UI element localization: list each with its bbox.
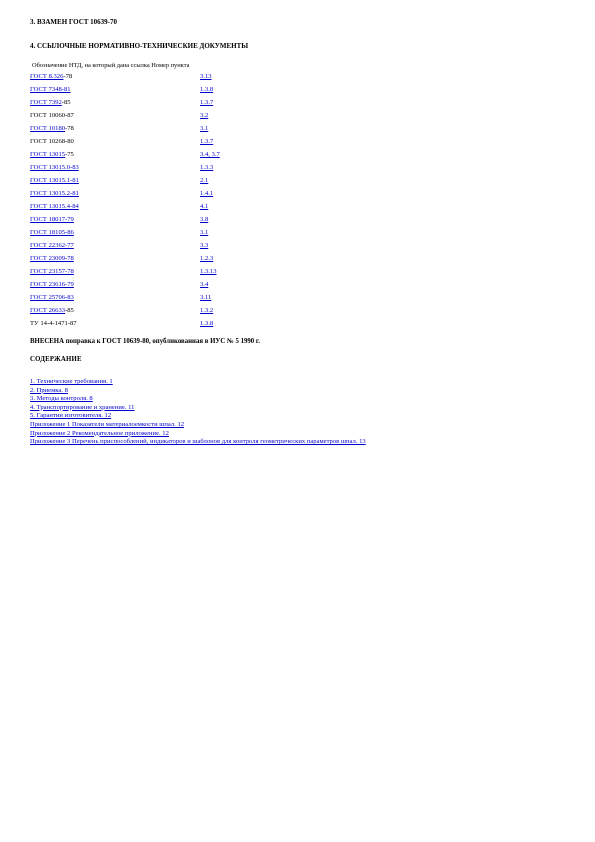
- ref-clause-cell: [200, 215, 208, 228]
- amendment-note: ВНЕСЕНА поправка к ГОСТ 10639-80, опубликованная в ИУС № 5 1990 г.: [30, 338, 260, 345]
- table-row: [30, 228, 360, 241]
- ref-document-link[interactable]: ГОСТ 10180: [30, 125, 66, 132]
- ref-document-link[interactable]: ГОСТ 23616-79: [30, 281, 74, 288]
- ref-clause-cell: [200, 163, 213, 176]
- ref-document-cell: [30, 124, 200, 137]
- ref-document-text: -78: [65, 125, 74, 132]
- ref-clause-cell: [200, 306, 213, 319]
- ref-clause-link[interactable]: 3.8: [200, 216, 209, 223]
- ref-document-cell: [30, 98, 200, 111]
- ref-document-cell: [30, 202, 200, 215]
- ref-document-link[interactable]: ГОСТ 7392: [30, 99, 62, 106]
- ref-clause-cell: [200, 202, 208, 215]
- ref-document-text: -85: [61, 99, 71, 106]
- ref-clause-cell: [200, 176, 208, 189]
- ref-clause-link[interactable]: 3.1: [200, 125, 209, 132]
- references-table: [30, 72, 360, 332]
- ref-clause-link[interactable]: 1.4.1: [200, 190, 214, 197]
- ref-clause-link[interactable]: 1.3.3: [200, 164, 214, 171]
- ref-clause-cell: [200, 111, 208, 124]
- ref-clause-link[interactable]: 1.3.7: [200, 138, 214, 145]
- table-row: [30, 137, 360, 150]
- ref-document-cell: [30, 293, 200, 306]
- ref-document-link[interactable]: ГОСТ 13015: [30, 151, 66, 158]
- ref-clause-link[interactable]: 1.2.3: [200, 255, 214, 262]
- ref-clause-link[interactable]: 1.3.7: [200, 99, 214, 106]
- ref-document-cell: [30, 111, 200, 124]
- table-row: [30, 124, 360, 137]
- ref-document-cell: [30, 150, 200, 163]
- ref-document-link[interactable]: ГОСТ 7348-81: [30, 86, 71, 93]
- ref-clause-cell: [200, 280, 208, 293]
- ref-document-link[interactable]: ГОСТ 13015.4-84: [30, 203, 79, 210]
- ref-document-cell: [30, 254, 200, 267]
- ref-clause-cell: [200, 124, 208, 137]
- ref-document-cell: [30, 163, 200, 176]
- ref-document-cell: [30, 189, 200, 202]
- ref-clause-cell: [200, 254, 213, 267]
- table-row: [30, 267, 360, 280]
- table-row: [30, 176, 360, 189]
- ref-clause-cell: [200, 228, 208, 241]
- ref-document-cell: [30, 228, 200, 241]
- toc-item-link[interactable]: Приложение 3 Перечень приспособлений, индикаторов и шаблонов для контроля геометрических параметров шпал. 13: [30, 438, 366, 446]
- ref-clause-cell: [200, 319, 213, 332]
- ref-clause-cell: [200, 267, 216, 280]
- ref-document-link[interactable]: ГОСТ 23157-78: [30, 268, 74, 275]
- ref-document-link[interactable]: ГОСТ 18105-86: [30, 229, 74, 236]
- table-row: [30, 254, 360, 267]
- references-table-caption: Обозначение НТД, на который дана ссылка Номер пункта: [32, 62, 190, 69]
- ref-clause-link[interactable]: 3.4: [200, 281, 209, 288]
- ref-clause-link[interactable]: 1.3.13: [200, 268, 217, 275]
- ref-document-cell: [30, 319, 200, 332]
- ref-clause-cell: [200, 85, 213, 98]
- ref-document-cell: [30, 215, 200, 228]
- ref-document-link[interactable]: ГОСТ 8.326: [30, 73, 64, 80]
- table-row: [30, 306, 360, 319]
- toc-item-link[interactable]: Приложение 2 Рекомендательное приложение. 12: [30, 429, 169, 437]
- ref-clause-cell: [200, 150, 220, 163]
- ref-clause-cell: [200, 72, 212, 85]
- table-row: [30, 241, 360, 254]
- table-row: [30, 163, 360, 176]
- table-row: [30, 215, 360, 228]
- table-row: [30, 202, 360, 215]
- table-row: [30, 319, 360, 332]
- ref-clause-link[interactable]: 1.3.8: [200, 86, 214, 93]
- ref-document-link[interactable]: ГОСТ 26633: [30, 307, 66, 314]
- ref-document-link[interactable]: ГОСТ 23009-78: [30, 255, 74, 262]
- ref-document-text: ТУ 14-4-1471-87: [30, 320, 77, 327]
- table-row: [30, 98, 360, 111]
- ref-clause-link[interactable]: 3.13: [200, 73, 212, 80]
- ref-clause-link[interactable]: 1.3.8: [200, 320, 214, 327]
- ref-document-link[interactable]: ГОСТ 13015.0-83: [30, 164, 79, 171]
- toc-item-link[interactable]: 2. Приемка. 8: [30, 386, 68, 394]
- section-3-heading: 3. ВЗАМЕН ГОСТ 10639-70: [30, 18, 118, 26]
- table-row: [30, 150, 360, 163]
- ref-clause-link[interactable]: 3.4, 3.7: [200, 151, 220, 158]
- toc-item-link[interactable]: 5. Гарантии изготовителя. 12: [30, 412, 112, 420]
- ref-document-cell: [30, 85, 200, 98]
- ref-clause-link[interactable]: 3.2: [200, 112, 209, 119]
- ref-clause-link[interactable]: 1.3.2: [200, 307, 214, 314]
- ref-document-link[interactable]: ГОСТ 13015.2-81: [30, 190, 79, 197]
- ref-document-cell: [30, 306, 200, 319]
- ref-document-link[interactable]: ГОСТ 25706-83: [30, 294, 74, 301]
- ref-document-text: -85: [65, 307, 74, 314]
- ref-document-link[interactable]: ГОСТ 13015.1-81: [30, 177, 79, 184]
- ref-document-cell: [30, 280, 200, 293]
- toc-item-link[interactable]: 3. Методы контроля. 8: [30, 395, 93, 403]
- ref-clause-cell: [200, 189, 213, 202]
- ref-document-text: ГОСТ 10268-80: [30, 138, 74, 145]
- table-of-contents: [30, 378, 470, 447]
- table-row: [30, 72, 360, 85]
- table-row: [30, 280, 360, 293]
- table-row: [30, 189, 360, 202]
- toc-item-link[interactable]: 1. Технические требования. 1: [30, 378, 113, 385]
- ref-document-cell: [30, 72, 200, 85]
- ref-clause-cell: [200, 137, 213, 150]
- section-4-heading: 4. ССЫЛОЧНЫЕ НОРМАТИВНО-ТЕХНИЧЕСКИЕ ДОКУМЕНТЫ: [30, 42, 249, 50]
- ref-document-link[interactable]: ГОСТ 18017-79: [30, 216, 74, 223]
- table-row: [30, 293, 360, 306]
- table-row: [30, 111, 360, 124]
- toc-item-link[interactable]: Приложение 1 Показатели материалоемкости шпал. 12: [30, 420, 185, 428]
- ref-clause-link[interactable]: 3.3: [200, 242, 209, 249]
- ref-document-cell: [30, 176, 200, 189]
- ref-document-text: -78: [63, 73, 73, 80]
- ref-clause-link[interactable]: 4.1: [200, 203, 209, 210]
- table-row: [30, 85, 360, 98]
- ref-document-cell: [30, 241, 200, 254]
- ref-clause-link[interactable]: 2.1: [200, 177, 209, 184]
- ref-clause-cell: [200, 98, 213, 111]
- toc-item-link[interactable]: 4. Транспортирование и хранение. 11: [30, 403, 135, 411]
- ref-document-link[interactable]: ГОСТ 22362-77: [30, 242, 74, 249]
- ref-clause-link[interactable]: 3.1: [200, 229, 209, 236]
- toc-title: СОДЕРЖАНИЕ: [30, 356, 82, 363]
- ref-document-cell: [30, 267, 200, 280]
- ref-document-cell: [30, 137, 200, 150]
- ref-clause-cell: [200, 241, 208, 254]
- ref-document-text: -75: [65, 151, 74, 158]
- ref-clause-link[interactable]: 3.11: [200, 294, 212, 301]
- ref-clause-cell: [200, 293, 211, 306]
- ref-document-text: ГОСТ 10060-87: [30, 112, 74, 119]
